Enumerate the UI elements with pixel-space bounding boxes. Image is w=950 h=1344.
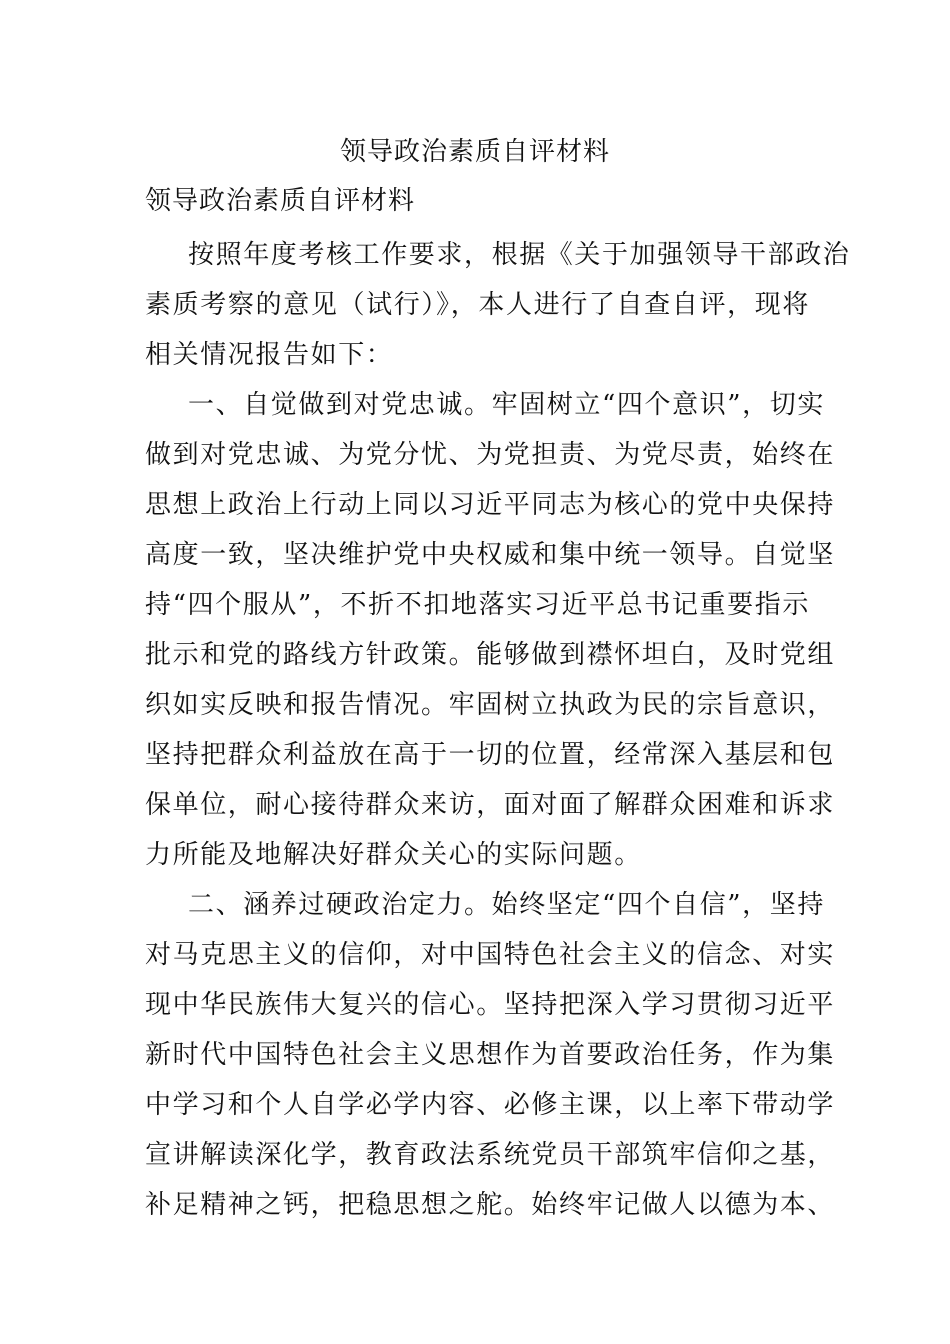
paragraph-3-line-3: 现中华民族伟大复兴的信心。坚持把深入学习贯彻习近平 <box>145 990 836 1020</box>
paragraph-2-line-8: 坚持把群众利益放在高于一切的位置，经常深入基层和包 <box>145 740 836 770</box>
paragraph-3-line-2: 对马克思主义的信仰，对中国特色社会主义的信念、对实 <box>145 940 836 970</box>
paragraph-2-line-2: 做到对党忠诚、为党分忧、为党担责、为党尽责，始终在 <box>145 440 836 470</box>
paragraph-3-line-7: 补足精神之钙，把稳思想之舵。始终牢记做人以德为本、 <box>145 1190 836 1220</box>
paragraph-3-line-4: 新时代中国特色社会主义思想作为首要政治任务，作为集 <box>145 1040 836 1070</box>
document-subtitle: 领导政治素质自评材料 <box>145 186 416 216</box>
paragraph-2-line-7: 织如实反映和报告情况。牢固树立执政为民的宗旨意识， <box>145 690 836 720</box>
document-title: 领导政治素质自评材料 <box>339 137 610 167</box>
paragraph-2-line-10: 力所能及地解决好群众关心的实际问题。 <box>145 840 642 870</box>
paragraph-1-line-1: 按照年度考核工作要求，根据《关于加强领导干部政治 <box>188 240 851 270</box>
document-body <box>145 230 851 1230</box>
paragraph-2-line-1: 一、自觉做到对党忠诚。牢固树立“四个意识”，切实 <box>188 390 825 420</box>
paragraph-2-line-3: 思想上政治上行动上同以习近平同志为核心的党中央保持 <box>145 490 836 520</box>
paragraph-3-line-1: 二、涵养过硬政治定力。始终坚定“四个自信”，坚持 <box>188 890 825 920</box>
paragraph-2-line-6: 批示和党的路线方针政策。能够做到襟怀坦白，及时党组 <box>145 640 836 670</box>
paragraph-3-line-5: 中学习和个人自学必学内容、必修主课，以上率下带动学 <box>145 1090 836 1120</box>
paragraph-2-line-5: 持“四个服从”，不折不扣地落实习近平总书记重要指示 <box>145 590 810 620</box>
paragraph-2-line-4: 高度一致，坚决维护党中央权威和集中统一领导。自觉坚 <box>145 540 836 570</box>
paragraph-1-line-2: 素质考察的意见（试行）》，本人进行了自查自评，现将 <box>145 290 810 320</box>
paragraph-3-line-6: 宣讲解读深化学，教育政法系统党员干部筑牢信仰之基， <box>145 1140 836 1170</box>
paragraph-1-line-3: 相关情况报告如下： <box>145 340 394 370</box>
paragraph-2-line-9: 保单位，耐心接待群众来访，面对面了解群众困难和诉求 <box>145 790 836 820</box>
